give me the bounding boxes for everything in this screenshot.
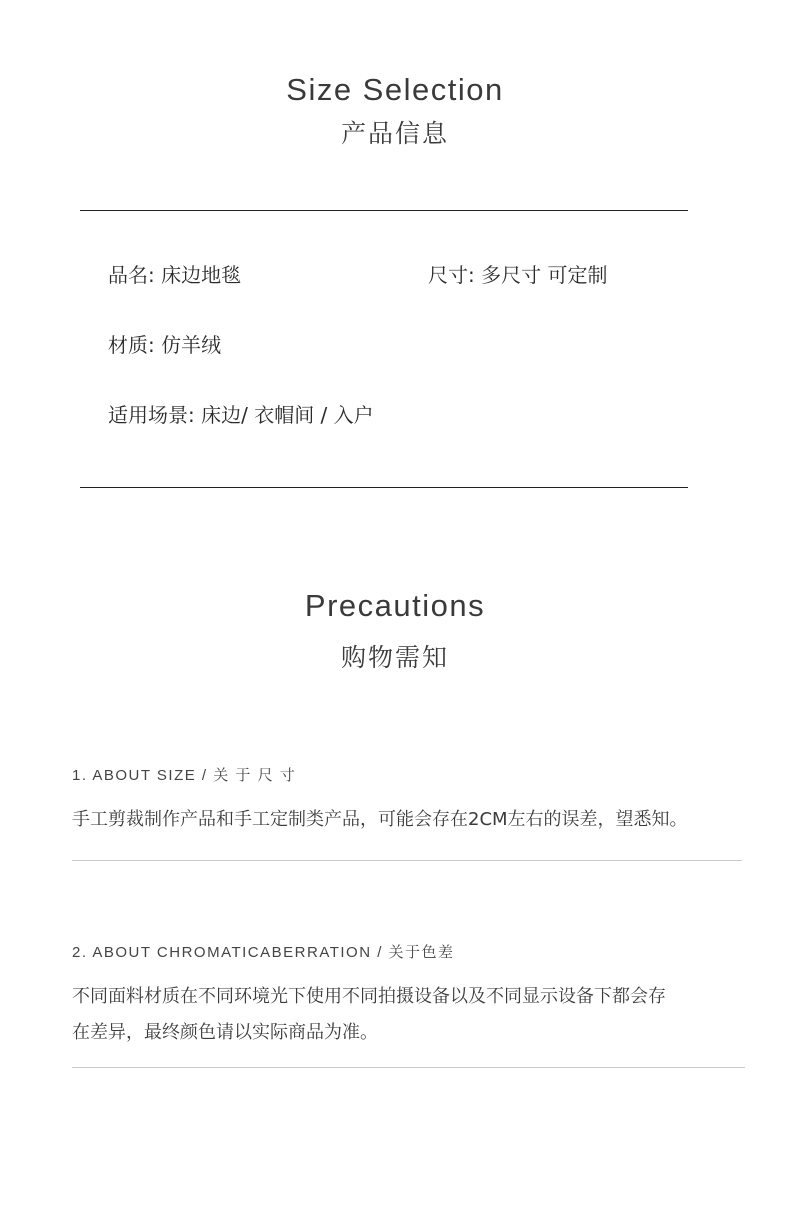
shopping-notice-subtitle: 购物需知	[340, 643, 449, 672]
notice-divider-1	[72, 860, 742, 861]
bottom-divider	[80, 487, 688, 488]
notice-heading-color: 2. ABOUT CHROMATICABERRATION / 关于色差	[72, 944, 455, 961]
precautions-title: Precautions	[304, 588, 486, 623]
notice-body-color-line-1: 不同面料材质在不同环境光下使用不同拍摄设备以及不同显示设备下都会存	[72, 986, 666, 1007]
product-usage-text: 适用场景: 床边/ 衣帽间 / 入户	[108, 403, 374, 427]
notice-divider-2	[72, 1067, 745, 1068]
product-info-subtitle: 产品信息	[340, 119, 449, 148]
product-material-text: 材质: 仿羊绒	[108, 333, 222, 357]
product-size-text: 尺寸: 多尺寸 可定制	[428, 263, 608, 287]
notice-body-size-line-1: 手工剪裁制作产品和手工定制类产品，可能会存在2CM左右的误差，望悉知。	[72, 809, 688, 830]
size-selection-title: Size Selection	[286, 72, 504, 107]
top-divider	[80, 210, 688, 211]
notice-heading-size: 1. ABOUT SIZE / 关 于 尺 寸	[72, 767, 297, 784]
notice-body-color-line-2: 在差异，最终颜色请以实际商品为准。	[72, 1022, 378, 1043]
product-name-text: 品名: 床边地毯	[108, 263, 242, 287]
